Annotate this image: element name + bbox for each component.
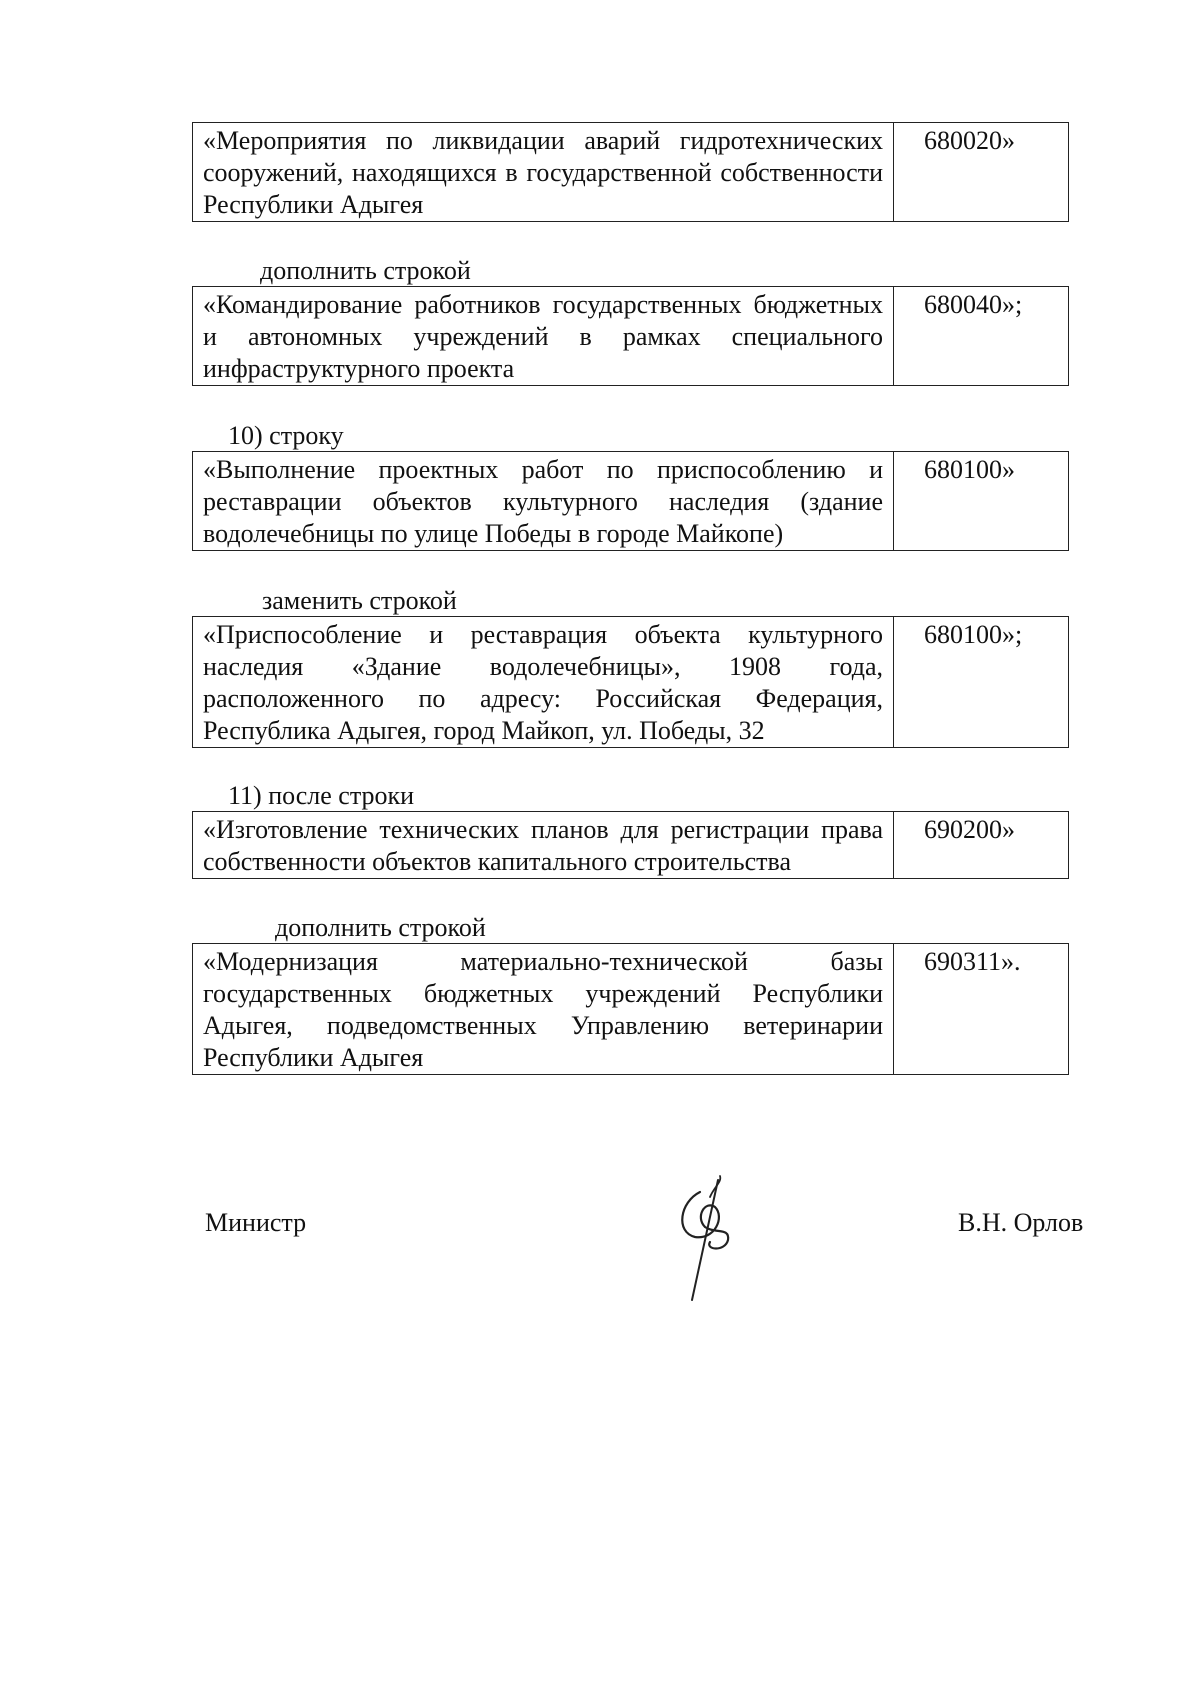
expense-name-cell: «Изготовление технических планов для регистрации права собственности объектов капитального строительства <box>193 812 894 879</box>
expense-code-cell: 690311». <box>894 944 1069 1075</box>
instruction-caption: дополнить строкой <box>275 913 486 942</box>
instruction-caption: 11) после строки <box>228 781 415 810</box>
code-table <box>192 811 1069 879</box>
instruction-caption: заменить строкой <box>262 586 457 615</box>
code-table <box>192 286 1069 386</box>
expense-code-cell: 680100» <box>894 452 1069 551</box>
code-table <box>192 122 1069 222</box>
expense-name-cell: «Мероприятия по ликвидации аварий гидротехнических сооружений, находящихся в государственной собственности Республики Адыгея <box>193 123 894 222</box>
signatory-position: Министр <box>205 1208 307 1237</box>
signatory-name: В.Н. Орлов <box>958 1208 1084 1237</box>
table-row <box>193 812 1069 879</box>
table-row <box>193 287 1069 386</box>
instruction-caption: дополнить строкой <box>260 256 471 285</box>
table-row <box>193 123 1069 222</box>
code-table <box>192 616 1069 748</box>
expense-code-cell: 690200» <box>894 812 1069 879</box>
table-row <box>193 944 1069 1075</box>
expense-name-cell: «Выполнение проектных работ по приспособлению и реставрации объектов культурного наследия (здание водолечебницы по улице Победы в городе Майкопе) <box>193 452 894 551</box>
expense-code-cell: 680100»; <box>894 617 1069 748</box>
table-row <box>193 452 1069 551</box>
expense-name-cell: «Модернизация материально-технической базы государственных бюджетных учреждений Республики Адыгея, подведомственных Управлению ветеринарии Республики Адыгея <box>193 944 894 1075</box>
code-table <box>192 451 1069 551</box>
expense-code-cell: 680020» <box>894 123 1069 222</box>
expense-name-cell: «Командирование работников государственных бюджетных и автономных учреждений в рамках специального инфраструктурного проекта <box>193 287 894 386</box>
expense-name-cell: «Приспособление и реставрация объекта культурного наследия «Здание водолечебницы», 1908 года, расположенного по адресу: Российская Федерация, Республика Адыгея, город Майкоп, ул. Победы, 32 <box>193 617 894 748</box>
expense-code-cell: 680040»; <box>894 287 1069 386</box>
handwritten-signature-icon <box>670 1172 750 1302</box>
table-row <box>193 617 1069 748</box>
code-table <box>192 943 1069 1075</box>
instruction-caption: 10) строку <box>228 421 344 450</box>
